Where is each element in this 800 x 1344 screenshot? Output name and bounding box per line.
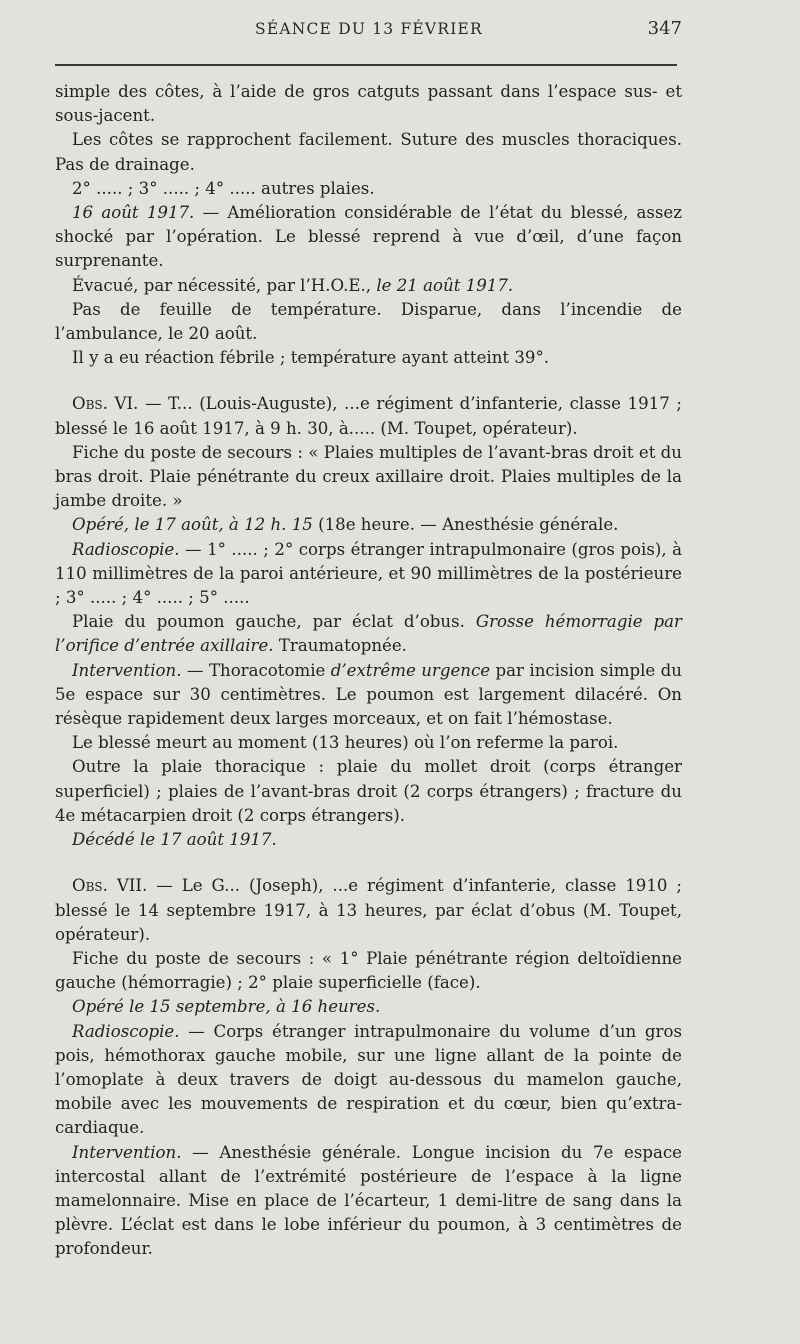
- italic-text: Grosse hémorragie par l’orifice d’entrée axillaire.: [55, 612, 682, 656]
- body-text: [55, 80, 682, 1262]
- paragraph-text: — Amélioration considérable de l’état du blessé, assez shocké par l’opération. Le blessé reprend à vue d’œil, d’une façon surprenante.: [55, 203, 682, 271]
- page-number: 347: [647, 18, 682, 39]
- paragraph: [55, 201, 682, 274]
- paragraph: Outre la plaie thoracique : plaie du mollet droit (corps étranger superficiel) ; plaies de l’avant-bras droit (2 corps étrangers) ; fracture du 4e métacarpien droit (2 corps étrangers).: [55, 757, 682, 825]
- date-italic: le 21 août 1917.: [376, 275, 514, 295]
- paragraph: Les côtes se rapprochent facilement. Suture des muscles thoraciques. Pas de drainage.: [55, 130, 682, 174]
- observation-label: Obs. VI.: [72, 394, 139, 414]
- italic-text: Opéré le 15 septembre, à 16 heures.: [72, 997, 381, 1017]
- italic-text: Opéré, le 17 août, à 12 h. 15: [72, 515, 313, 535]
- paragraph: [55, 513, 682, 537]
- paragraph: Pas de feuille de température. Disparue, dans l’incendie de l’ambulance, le 20 août.: [55, 299, 682, 344]
- paragraph: 2° ..... ; 3° ..... ; 4° ..... autres plaies.: [72, 178, 375, 198]
- paragraph: [55, 828, 682, 852]
- italic-text: Intervention.: [72, 660, 182, 680]
- paragraph-text: Plaie du poumon gauche, par éclat d’obus.: [72, 612, 476, 632]
- paragraph: Le blessé meurt au moment (13 heures) où l’on referme la paroi.: [72, 733, 619, 753]
- paragraph-text: (18e heure. — Anesthésie générale.: [312, 515, 619, 535]
- paragraph-text: — Anesthésie générale. Longue incision du 7e espace intercostal allant de l’extrémité postérieure de l’espace à la ligne mamelonnaire. Mise en place de l’écarteur, 1 demi-litre de sang dans la plèvre. L’éclat est dans le lobe inférieur du poumon, à 3 centimètres de profondeur.: [55, 1142, 682, 1259]
- paragraph-text: — T... (Louis-Auguste), ...e régiment d’infanterie, classe 1917 ; blessé le 16 août 1917, à 9 h. 30, à..... (M. Toupet, opérateur).: [55, 394, 682, 438]
- observation-heading: [55, 392, 682, 440]
- paragraph: [55, 995, 682, 1019]
- italic-text: Décédé le 17 août 1917.: [72, 830, 277, 850]
- paragraph-text: — Le G... (Joseph), ...e régiment d’infanterie, classe 1910 ; blessé le 14 septembre 1917, à 13 heures, par éclat d’obus (M. Toupet, opérateur).: [55, 876, 683, 944]
- paragraph-text: — 1° ..... ; 2° corps étranger intrapulmonaire (gros pois), à 110 millimètres de la paroi antérieure, et 90 millimètres de la postérieure ; 3° ..... ; 4° ..... ; 5° .....: [55, 539, 682, 608]
- date-italic: 16 août 1917.: [72, 203, 195, 223]
- paragraph-text: — Corps étranger intrapulmonaire du volume d’un gros pois, hémothorax gauche mobile, sur une ligne allant de la pointe de l’omoplate à deux travers de doigt au-dessous du mamelon gauche, mobile avec les mouvements de respiration et du cœur, bien qu’extra-cardiaque.: [55, 1021, 682, 1138]
- paragraph-text: par incision simple du 5e espace sur 30 centimètres. Le poumon est largement dilacéré. On résèque rapidement deux larges morceaux, et on fait l’hémostase.: [55, 660, 682, 729]
- paragraph: [55, 1020, 682, 1141]
- paragraph-text: — Thoracotomie: [181, 660, 331, 680]
- paragraph: Il y a eu réaction fébrile ; température ayant atteint 39°.: [72, 348, 550, 368]
- observation-heading: [55, 874, 682, 947]
- paragraph: [55, 610, 682, 658]
- italic-text: Radioscopie.: [72, 539, 180, 559]
- italic-text: Intervention.: [72, 1142, 182, 1162]
- paragraph: simple des côtes, à l’aide de gros catguts passant dans l’espace sus- et sous-jacent.: [55, 82, 682, 126]
- page-header: [55, 18, 682, 48]
- paragraph: Fiche du poste de secours : « 1° Plaie pénétrante région deltoïdienne gauche (hémorragie) ; 2° plaie superficielle (face).: [55, 948, 682, 993]
- header-rule: [55, 64, 677, 66]
- italic-text: Radioscopie.: [72, 1021, 180, 1041]
- paragraph: [55, 274, 682, 298]
- italic-text: d’extrême urgence: [330, 660, 491, 680]
- paragraph: [55, 1141, 682, 1262]
- observation-label: Obs. VII.: [72, 876, 148, 896]
- paragraph: Fiche du poste de secours : « Plaies multiples de l’avant-bras droit et du bras droit. Plaie pénétrante du creux axillaire droit. Plaies multiples de la jambe droite. »: [55, 442, 682, 511]
- paragraph: [55, 538, 682, 611]
- running-head: SÉANCE DU 13 FÉVRIER: [255, 20, 483, 38]
- paragraph-text: Évacué, par nécessité, par l’H.O.E.,: [72, 275, 377, 295]
- paragraph-text: Traumatopnée.: [273, 636, 407, 656]
- paragraph: [55, 659, 682, 732]
